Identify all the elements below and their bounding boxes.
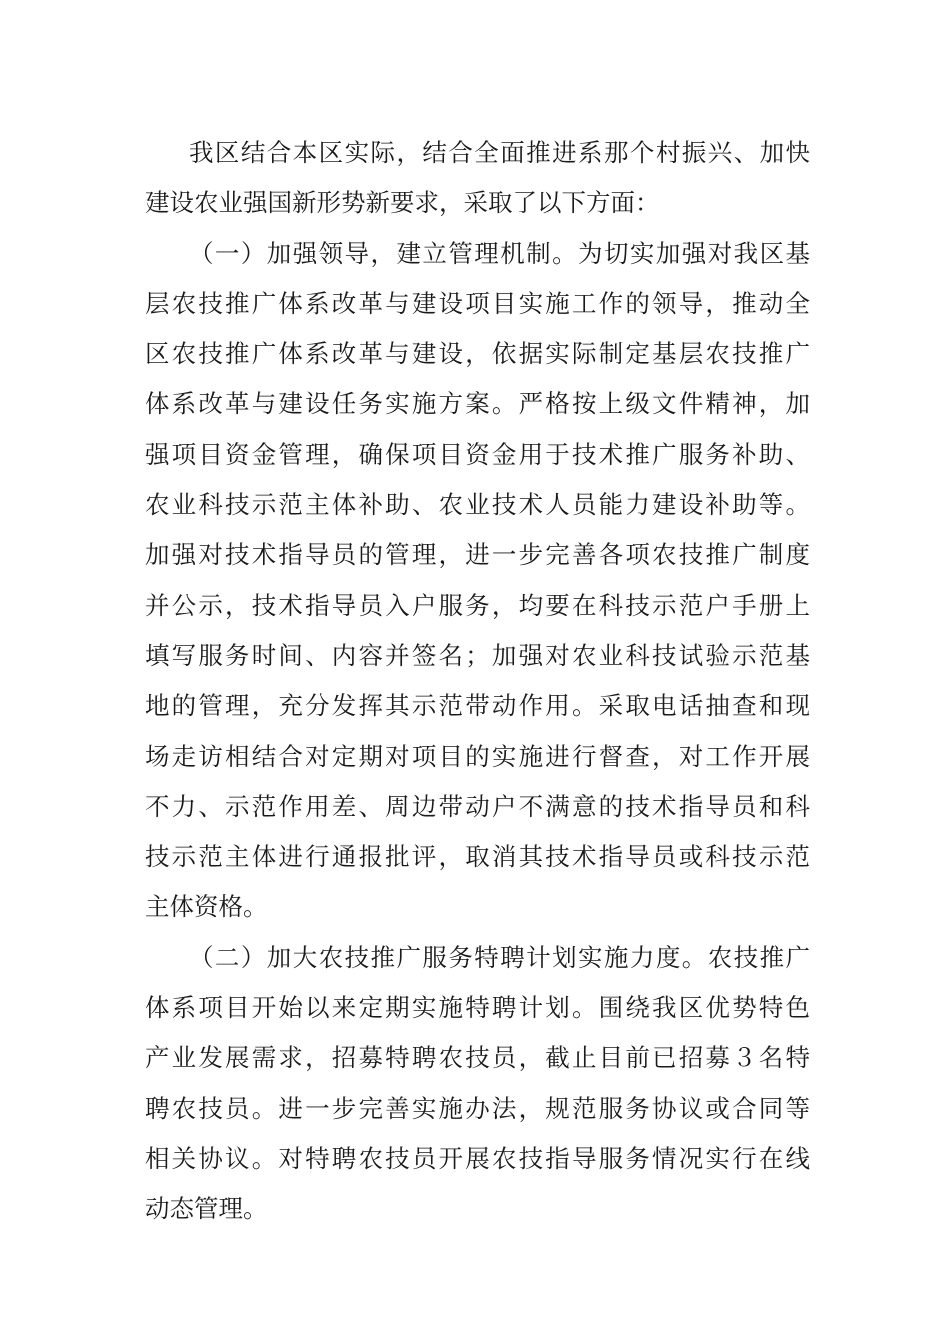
paragraph-line: 聘农技员。进一步完善实施办法，规范服务协议或合同等 (145, 1093, 810, 1123)
paragraph-line: 农业科技示范主体补助、农业技术人员能力建设补助等。 (145, 490, 810, 520)
paragraph-line: 建设农业强国新形势新要求，采取了以下方面： (145, 188, 660, 218)
paragraph-line: 填写服务时间、内容并签名；加强对农业科技试验示范基 (145, 640, 810, 670)
paragraph-line: 场走访相结合对定期对项目的实施进行督查，对工作开展 (145, 741, 810, 771)
section-heading-line: （二）加大农技推广服务特聘计划实施力度。农技推广 (189, 942, 810, 972)
paragraph-line: 体系改革与建设任务实施方案。严格按上级文件精神，加 (145, 389, 810, 419)
paragraph-line: 加强对技术指导员的管理，进一步完善各项农技推广制度 (145, 540, 810, 570)
section-heading-line: （一）加强领导，建立管理机制。为切实加强对我区基 (189, 238, 810, 268)
paragraph-line: 不力、示范作用差、周边带动户不满意的技术指导员和科 (145, 791, 810, 821)
paragraph-line: 我区结合本区实际，结合全面推进系那个村振兴、加快 (189, 138, 810, 167)
paragraph-line: 层农技推广体系改革与建设项目实施工作的领导，推动全 (145, 288, 810, 318)
document-body (145, 128, 810, 1235)
paragraph-line: 主体资格。 (145, 892, 268, 922)
paragraph-line: 地的管理，充分发挥其示范带动作用。采取电话抽查和现 (145, 691, 810, 721)
paragraph-line: 相关协议。对特聘农技员开展农技指导服务情况实行在线 (145, 1143, 810, 1173)
paragraph-line: 技示范主体进行通报批评，取消其技术指导员或科技示范 (145, 842, 810, 872)
paragraph-line: 强项目资金管理，确保项目资金用于技术推广服务补助、 (145, 439, 810, 469)
paragraph-line: 区农技推广体系改革与建设，依据实际制定基层农技推广 (145, 339, 810, 369)
paragraph-line: 并公示，技术指导员入户服务，均要在科技示范户手册上 (145, 590, 810, 620)
paragraph-line: 体系项目开始以来定期实施特聘计划。围绕我区优势特色 (145, 993, 810, 1023)
paragraph-line: 产业发展需求，招募特聘农技员，截止目前已招募３名特 (145, 1043, 810, 1073)
paragraph-line: 动态管理。 (145, 1194, 268, 1224)
